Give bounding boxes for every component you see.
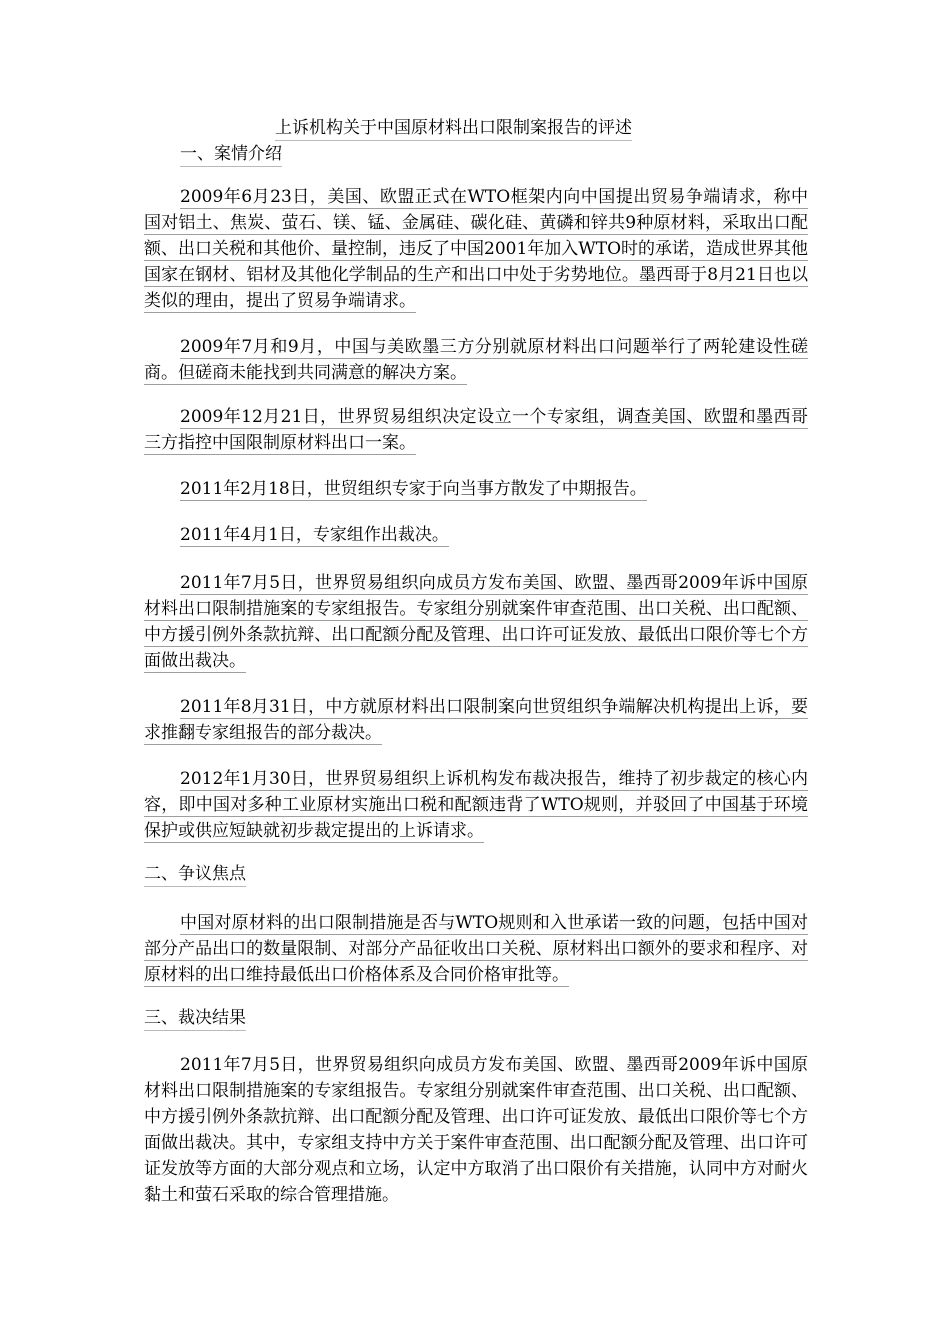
document-title: 上诉机构关于中国原材料出口限制案报告的评述 (275, 116, 632, 141)
paragraph-case-3 (144, 404, 808, 456)
paragraph-text: 2011年7月5日，世界贸易组织向成员方发布美国、欧盟、墨西哥2009年诉中国原材料出口限制措施案的专家组报告。专家组分别就案件审查范围、出口关税、出口配额、中方援引例外条款抗辩、出口配额分配及管理、出口许可证发放、最低出口限价等七个方面做出裁决。其中，专家组支持中方关于案件审查范围、出口配额分配及管理、出口许可证发放等方面的大部分观点和立场，认定中方取消了出口限价有关措施，认同中方对耐火黏土和萤石采取的综合管理措施。 (144, 1055, 808, 1205)
section-heading-dispute: 二、争议焦点 (144, 862, 246, 887)
section-heading-case-intro: 一、案情介绍 (180, 142, 282, 167)
paragraph-text: 2011年4月1日，专家组作出裁决。 (180, 525, 449, 545)
paragraph-dispute-1 (144, 910, 808, 988)
paragraph-text: 2011年7月5日，世界贸易组织向成员方发布美国、欧盟、墨西哥2009年诉中国原材料出口限制措施案的专家组报告。专家组分别就案件审查范围、出口关税、出口配额、中方援引例外条款抗辩、出口配额分配及管理、出口许可证发放、最低出口限价等七个方面做出裁决。 (144, 573, 808, 671)
paragraph-case-6 (144, 570, 808, 674)
paragraph-text: 2012年1月30日，世界贸易组织上诉机构发布裁决报告，维持了初步裁定的核心内容，即中国对多种工业原材实施出口税和配额违背了WTO规则，并驳回了中国基于环境保护或供应短缺就初步裁定提出的上诉请求。 (144, 769, 808, 841)
paragraph-case-2 (144, 334, 808, 386)
paragraph-text: 2009年12月21日，世界贸易组织决定设立一个专家组，调查美国、欧盟和墨西哥三方指控中国限制原材料出口一案。 (144, 407, 808, 453)
paragraph-ruling-1 (144, 1052, 808, 1208)
paragraph-text: 2009年6月23日，美国、欧盟正式在WTO框架内向中国提出贸易争端请求，称中国对铝土、焦炭、萤石、镁、锰、金属硅、碳化硅、黄磷和锌共9种原材料，采取出口配额、出口关税和其他价、量控制，违反了中国2001年加入WTO时的承诺，造成世界其他国家在钢材、铝材及其他化学制品的生产和出口中处于劣势地位。墨西哥于8月21日也以类似的理由，提出了贸易争端请求。 (144, 187, 809, 311)
paragraph-text: 2011年8月31日，中方就原材料出口限制案向世贸组织争端解决机构提出上诉，要求推翻专家组报告的部分裁决。 (144, 697, 808, 743)
paragraph-case-5 (144, 522, 808, 548)
paragraph-case-7 (144, 694, 808, 746)
paragraph-case-1 (144, 184, 808, 314)
paragraph-text: 2009年7月和9月，中国与美欧墨三方分别就原材料出口问题举行了两轮建设性磋商。但磋商未能找到共同满意的解决方案。 (144, 337, 808, 383)
section-heading-ruling: 三、裁决结果 (144, 1006, 246, 1031)
paragraph-text: 中国对原材料的出口限制措施是否与WTO规则和入世承诺一致的问题，包括中国对部分产品出口的数量限制、对部分产品征收出口关税、原材料出口额外的要求和程序、对原材料的出口维持最低出口价格体系及合同价格审批等。 (144, 913, 808, 985)
paragraph-case-4 (144, 476, 808, 502)
paragraph-case-8 (144, 766, 808, 844)
paragraph-text: 2011年2月18日，世贸组织专家于向当事方散发了中期报告。 (180, 479, 647, 499)
